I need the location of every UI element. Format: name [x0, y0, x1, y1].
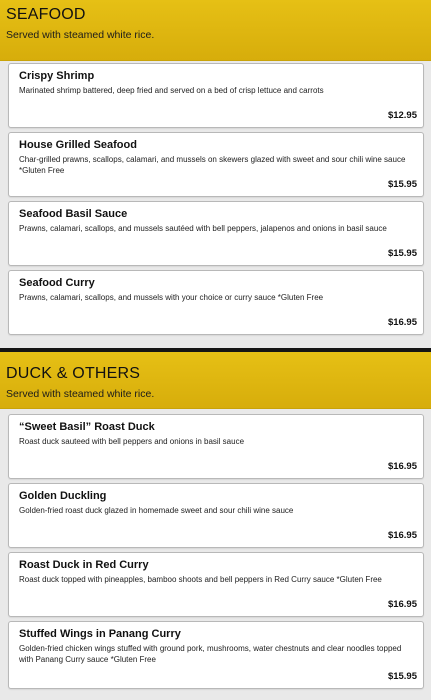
menu-item-name: “Sweet Basil” Roast Duck	[19, 421, 155, 433]
menu-item-name: Golden Duckling	[19, 490, 107, 502]
menu-item[interactable]	[8, 270, 424, 335]
menu-item-price: $15.95	[387, 248, 417, 259]
section-banner	[0, 352, 431, 409]
menu-item[interactable]	[8, 621, 424, 689]
menu-item-description: Marinated shrimp battered, deep fried and served on a bed of crisp lettuce and carrots	[19, 86, 324, 95]
menu-item-price: $15.95	[387, 671, 417, 682]
menu-item-name: Crispy Shrimp	[19, 70, 95, 82]
menu-item-name: Roast Duck in Red Curry	[19, 559, 149, 571]
menu-item-price: $15.95	[387, 179, 417, 190]
menu-item-description: Prawns, calamari, scallops, and mussels with your choice or curry sauce *Gluten Free	[19, 293, 324, 302]
menu-item-description: Golden-fried roast duck glazed in homemade sweet and sour chili wine sauce	[19, 506, 294, 515]
menu-item-description: Char-grilled prawns, scallops, calamari, and mussels on skewers glazed with sweet and sour chili wine sauce *Gluten Free	[19, 155, 406, 175]
menu-item-price: $16.95	[387, 530, 417, 541]
section-title: DUCK & OTHERS	[6, 365, 141, 382]
menu-item[interactable]	[8, 63, 424, 128]
menu-item-price: $16.95	[387, 317, 417, 328]
section-subtitle: Served with steamed white rice.	[6, 388, 155, 400]
menu-item-description: Roast duck topped with pineapples, bamboo shoots and bell peppers in Red Curry sauce *Gluten Free	[19, 575, 382, 584]
menu-item-name: Seafood Curry	[19, 277, 95, 289]
section-duck-and-others	[0, 352, 431, 700]
menu-item-list	[0, 61, 431, 335]
menu-item[interactable]	[8, 483, 424, 548]
menu-item-description: Prawns, calamari, scallops, and mussels sautéed with bell peppers, jalapenos and onions in basil sauce	[19, 224, 387, 233]
menu-item-list	[0, 409, 431, 689]
section-subtitle: Served with steamed white rice.	[6, 29, 155, 41]
menu-item-description: Roast duck sauteed with bell peppers and onions in basil sauce	[19, 437, 245, 446]
section-banner	[0, 0, 431, 61]
menu-item-description: Golden-fried chicken wings stuffed with ground pork, mushrooms, water chestnuts and clear noodles topped with Panang Curry sauce *Gluten Free	[19, 644, 402, 664]
menu-item-name: House Grilled Seafood	[19, 139, 137, 151]
menu-item[interactable]	[8, 552, 424, 617]
menu-item-price: $16.95	[387, 599, 417, 610]
menu-item-name: Stuffed Wings in Panang Curry	[19, 628, 181, 640]
section-seafood	[0, 0, 431, 348]
menu-item-price: $12.95	[387, 110, 417, 121]
menu-item[interactable]	[8, 132, 424, 197]
menu-item[interactable]	[8, 414, 424, 479]
menu-item[interactable]	[8, 201, 424, 266]
section-title: SEAFOOD	[6, 6, 86, 23]
menu-item-name: Seafood Basil Sauce	[19, 208, 128, 220]
menu-item-price: $16.95	[387, 461, 417, 472]
